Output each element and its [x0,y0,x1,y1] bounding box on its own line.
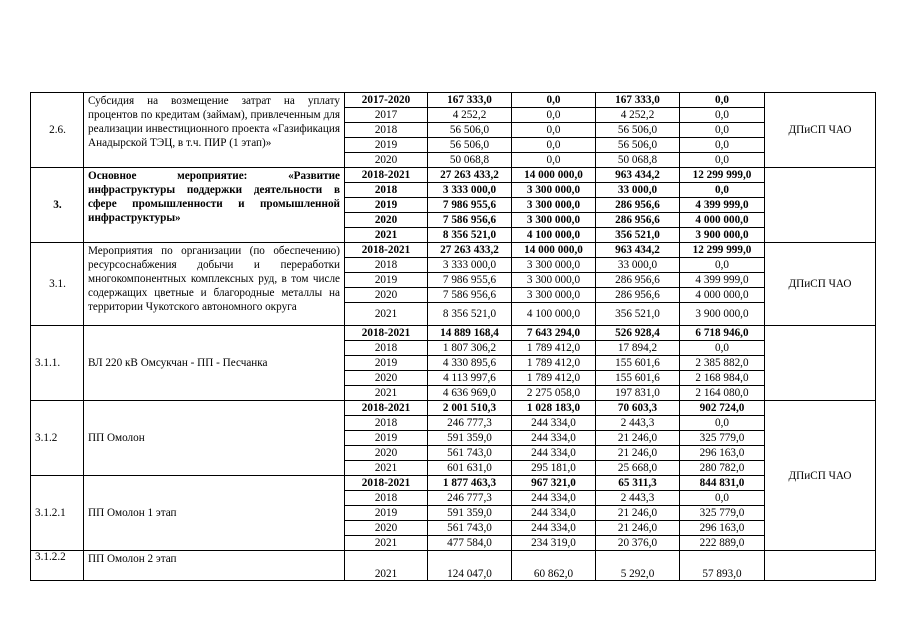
total-value-cell: 14 889 168,4 [428,326,512,341]
total-value-cell: 591 359,0 [428,506,512,521]
total-value-cell: 8 356 521,0 [428,228,512,243]
other-value-cell: 12 299 999,0 [680,168,765,183]
year-cell: 2017-2020 [345,93,428,108]
reg-value-cell: 356 521,0 [596,303,680,326]
reg-value-cell: 167 333,0 [596,93,680,108]
total-value-cell: 27 263 433,2 [428,168,512,183]
total-value-cell: 4 330 895,6 [428,356,512,371]
total-value-cell: 1 807 306,2 [428,341,512,356]
other-value-cell: 2 164 080,0 [680,386,765,401]
total-value-cell: 1 877 463,3 [428,476,512,491]
total-value-cell: 4 252,2 [428,108,512,123]
year-cell: 2019 [345,356,428,371]
other-value-cell: 325 779,0 [680,506,765,521]
other-value-cell: 0,0 [680,341,765,356]
other-value-cell: 296 163,0 [680,446,765,461]
total-value-cell: 246 777,3 [428,491,512,506]
total-value-cell: 167 333,0 [428,93,512,108]
executor-cell: ДПиСП ЧАО [765,401,876,551]
fed-value-cell: 3 300 000,0 [512,183,596,198]
table-row [31,551,876,581]
reg-value-cell: 21 246,0 [596,431,680,446]
executor-cell: ДПиСП ЧАО [765,243,876,326]
reg-value-cell: 155 601,6 [596,371,680,386]
other-value-cell: 3 900 000,0 [680,303,765,326]
total-value-cell: 7 986 955,6 [428,198,512,213]
year-cell: 2018-2021 [345,401,428,416]
item-description: Основное мероприятие: «Развитие инфраструктуры поддержки деятельности в сфере промышленности и промышленной инфраструктуры» [84,168,345,243]
other-value-cell: 0,0 [680,108,765,123]
fed-value-cell: 234 319,0 [512,536,596,551]
year-cell: 2019 [345,138,428,153]
year-cell: 2018-2021 [345,476,428,491]
reg-value-cell: 286 956,6 [596,213,680,228]
reg-value-cell: 70 603,3 [596,401,680,416]
total-value-cell: 2 001 510,3 [428,401,512,416]
fed-value-cell: 2 275 058,0 [512,386,596,401]
other-value-cell: 4 000 000,0 [680,213,765,228]
item-description: ПП Омолон 1 этап [84,476,345,551]
total-value-cell: 56 506,0 [428,123,512,138]
year-cell: 2019 [345,273,428,288]
reg-value-cell: 56 506,0 [596,123,680,138]
reg-value-cell: 21 246,0 [596,446,680,461]
reg-value-cell: 963 434,2 [596,168,680,183]
fed-value-cell: 244 334,0 [512,416,596,431]
year-cell: 2021 [345,228,428,243]
other-value-cell: 222 889,0 [680,536,765,551]
other-value-cell: 902 724,0 [680,401,765,416]
total-value-cell: 477 584,0 [428,536,512,551]
reg-value-cell: 2 443,3 [596,491,680,506]
item-description: Субсидия на возмещение затрат на уплату процентов по кредитам (займам), привлеченным для реализации инвестиционного проекта «Газификация Анадырской ТЭЦ, в т.ч. ПИР (1 этап)» [84,93,345,168]
fed-value-cell: 244 334,0 [512,491,596,506]
year-cell: 2018-2021 [345,168,428,183]
other-value-cell: 6 718 946,0 [680,326,765,341]
fed-value-cell: 1 789 412,0 [512,341,596,356]
fed-value-cell: 14 000 000,0 [512,243,596,258]
total-value-cell: 7 586 956,6 [428,213,512,228]
fed-value-cell: 3 300 000,0 [512,198,596,213]
year-cell: 2018 [345,123,428,138]
total-value-cell: 50 068,8 [428,153,512,168]
reg-value-cell: 5 292,0 [596,551,680,581]
table-row [31,476,876,491]
other-value-cell: 12 299 999,0 [680,243,765,258]
fed-value-cell: 0,0 [512,93,596,108]
year-cell: 2019 [345,198,428,213]
reg-value-cell: 155 601,6 [596,356,680,371]
fed-value-cell: 3 300 000,0 [512,258,596,273]
table-row [31,168,876,183]
other-value-cell: 4 000 000,0 [680,288,765,303]
item-description: ПП Омолон 2 этап [84,551,345,581]
total-value-cell: 601 631,0 [428,461,512,476]
total-value-cell: 3 333 000,0 [428,258,512,273]
item-number: 3.1.1. [31,326,84,401]
year-cell: 2019 [345,431,428,446]
year-cell: 2020 [345,288,428,303]
total-value-cell: 561 743,0 [428,446,512,461]
item-description: Мероприятия по организации (по обеспечению) ресурсоснабжения добычи и переработки многокомпонентных комплексных руд, в том числе содержащих цветные и благородные металлы на территории Чукотского автономного округа [84,243,345,326]
year-cell: 2021 [345,303,428,326]
reg-value-cell: 50 068,8 [596,153,680,168]
other-value-cell: 4 399 999,0 [680,273,765,288]
total-value-cell: 591 359,0 [428,431,512,446]
reg-value-cell: 286 956,6 [596,273,680,288]
fed-value-cell: 0,0 [512,108,596,123]
total-value-cell: 56 506,0 [428,138,512,153]
fed-value-cell: 3 300 000,0 [512,288,596,303]
year-cell: 2019 [345,506,428,521]
year-cell: 2018-2021 [345,326,428,341]
total-value-cell: 124 047,0 [428,551,512,581]
reg-value-cell: 197 831,0 [596,386,680,401]
total-value-cell: 4 113 997,6 [428,371,512,386]
reg-value-cell: 21 246,0 [596,506,680,521]
reg-value-cell: 25 668,0 [596,461,680,476]
year-cell: 2018 [345,258,428,273]
other-value-cell: 296 163,0 [680,521,765,536]
total-value-cell: 8 356 521,0 [428,303,512,326]
total-value-cell: 3 333 000,0 [428,183,512,198]
fed-value-cell: 3 300 000,0 [512,273,596,288]
year-cell: 2018 [345,491,428,506]
other-value-cell: 57 893,0 [680,551,765,581]
other-value-cell: 0,0 [680,138,765,153]
other-value-cell: 3 900 000,0 [680,228,765,243]
fed-value-cell: 0,0 [512,153,596,168]
year-cell: 2017 [345,108,428,123]
fed-value-cell: 244 334,0 [512,521,596,536]
table-row [31,326,876,341]
other-value-cell: 0,0 [680,183,765,198]
table-row [31,243,876,258]
fed-value-cell: 4 100 000,0 [512,228,596,243]
item-number: 3.1. [31,243,84,326]
year-cell: 2020 [345,153,428,168]
fed-value-cell: 1 789 412,0 [512,356,596,371]
other-value-cell: 0,0 [680,258,765,273]
reg-value-cell: 286 956,6 [596,198,680,213]
other-value-cell: 4 399 999,0 [680,198,765,213]
fed-value-cell: 4 100 000,0 [512,303,596,326]
year-cell: 2018 [345,341,428,356]
year-cell: 2018 [345,183,428,198]
total-value-cell: 246 777,3 [428,416,512,431]
reg-value-cell: 4 252,2 [596,108,680,123]
fed-value-cell: 244 334,0 [512,506,596,521]
reg-value-cell: 356 521,0 [596,228,680,243]
year-cell: 2018 [345,416,428,431]
other-value-cell: 844 831,0 [680,476,765,491]
total-value-cell: 7 586 956,6 [428,288,512,303]
other-value-cell: 0,0 [680,123,765,138]
other-value-cell: 0,0 [680,416,765,431]
reg-value-cell: 2 443,3 [596,416,680,431]
fed-value-cell: 244 334,0 [512,446,596,461]
other-value-cell: 280 782,0 [680,461,765,476]
other-value-cell: 2 385 882,0 [680,356,765,371]
year-cell: 2021 [345,386,428,401]
item-description: ПП Омолон [84,401,345,476]
executor-cell: ДПиСП ЧАО [765,93,876,168]
reg-value-cell: 526 928,4 [596,326,680,341]
year-cell: 2020 [345,371,428,386]
executor-cell [765,326,876,401]
other-value-cell: 0,0 [680,491,765,506]
reg-value-cell: 20 376,0 [596,536,680,551]
year-cell: 2018-2021 [345,243,428,258]
budget-table [30,92,876,581]
total-value-cell: 561 743,0 [428,521,512,536]
total-value-cell: 7 986 955,6 [428,273,512,288]
item-description: ВЛ 220 кВ Омсукчан - ПП - Песчанка [84,326,345,401]
other-value-cell: 0,0 [680,153,765,168]
fed-value-cell: 7 643 294,0 [512,326,596,341]
reg-value-cell: 65 311,3 [596,476,680,491]
fed-value-cell: 244 334,0 [512,431,596,446]
other-value-cell: 325 779,0 [680,431,765,446]
year-cell: 2021 [345,551,428,581]
executor-cell [765,168,876,243]
total-value-cell: 27 263 433,2 [428,243,512,258]
fed-value-cell: 1 028 183,0 [512,401,596,416]
year-cell: 2021 [345,461,428,476]
fed-value-cell: 14 000 000,0 [512,168,596,183]
total-value-cell: 4 636 969,0 [428,386,512,401]
fed-value-cell: 3 300 000,0 [512,213,596,228]
fed-value-cell: 295 181,0 [512,461,596,476]
table-row [31,93,876,108]
item-number: 3.1.2.1 [31,476,84,551]
item-number: 3. [31,168,84,243]
fed-value-cell: 1 789 412,0 [512,371,596,386]
item-number: 2.6. [31,93,84,168]
item-number: 3.1.2 [31,401,84,476]
fed-value-cell: 0,0 [512,138,596,153]
fed-value-cell: 0,0 [512,123,596,138]
reg-value-cell: 963 434,2 [596,243,680,258]
reg-value-cell: 17 894,2 [596,341,680,356]
reg-value-cell: 286 956,6 [596,288,680,303]
item-number: 3.1.2.2 [31,551,84,581]
fed-value-cell: 60 862,0 [512,551,596,581]
year-cell: 2020 [345,213,428,228]
table-row [31,401,876,416]
year-cell: 2020 [345,446,428,461]
reg-value-cell: 33 000,0 [596,258,680,273]
year-cell: 2021 [345,536,428,551]
reg-value-cell: 33 000,0 [596,183,680,198]
fed-value-cell: 967 321,0 [512,476,596,491]
reg-value-cell: 56 506,0 [596,138,680,153]
year-cell: 2020 [345,521,428,536]
executor-cell [765,551,876,581]
other-value-cell: 2 168 984,0 [680,371,765,386]
other-value-cell: 0,0 [680,93,765,108]
reg-value-cell: 21 246,0 [596,521,680,536]
